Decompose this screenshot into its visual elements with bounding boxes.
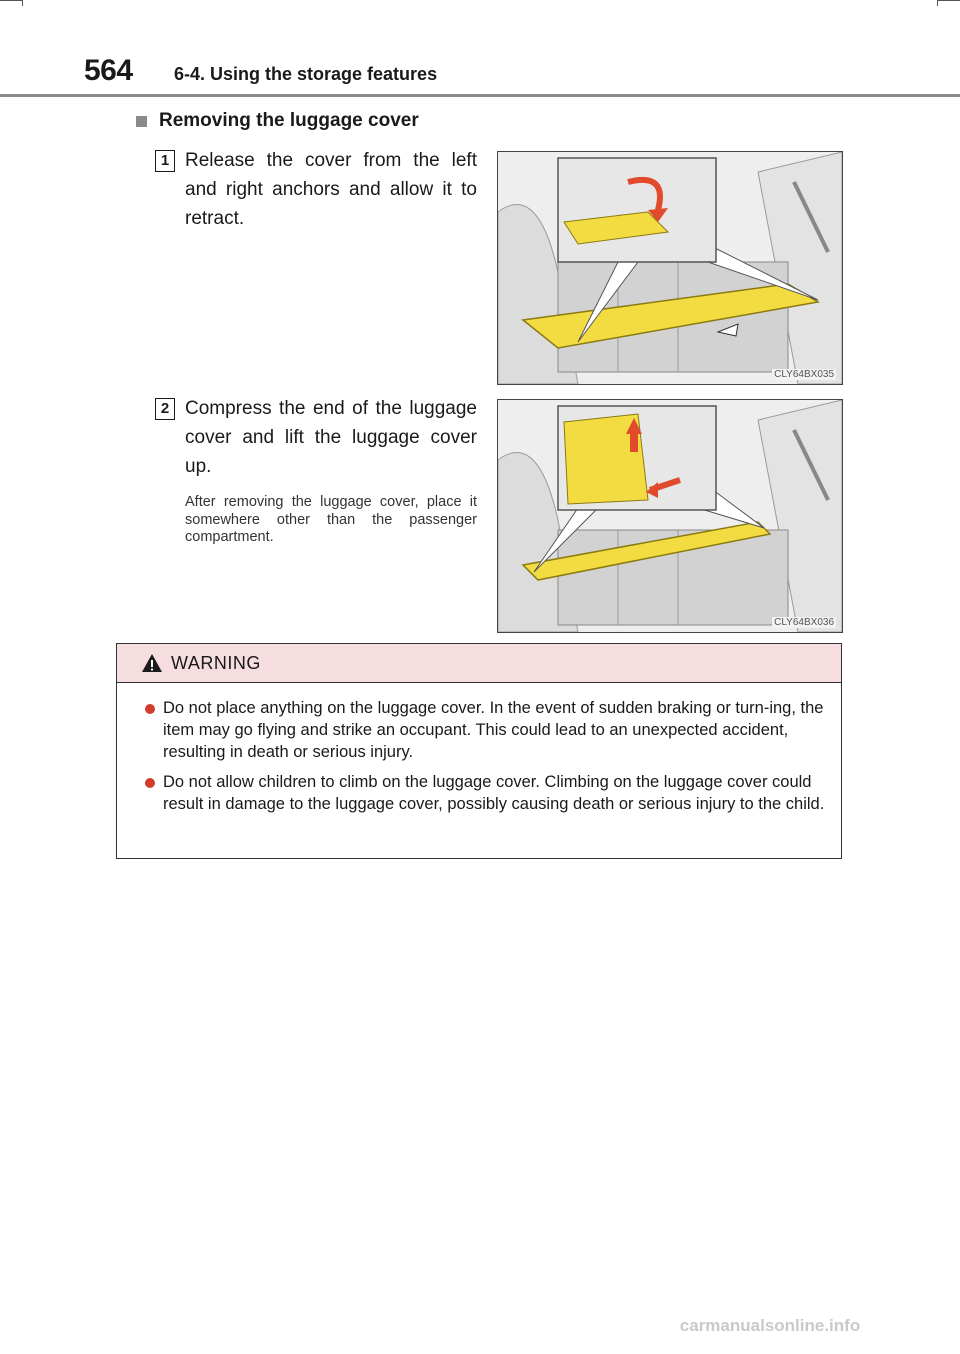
red-bullet-icon bbox=[145, 704, 155, 714]
warning-header bbox=[117, 644, 841, 683]
warning-triangle-icon bbox=[141, 653, 163, 673]
step-number-2: 2 bbox=[155, 398, 175, 420]
warning-item bbox=[117, 771, 841, 815]
figure-code-1: CLY64BX035 bbox=[774, 369, 834, 380]
warning-box bbox=[116, 643, 842, 859]
step-2-text: Compress the end of the luggage cover and lift the luggage cover up. bbox=[185, 398, 477, 477]
figure-code-2: CLY64BX036 bbox=[774, 617, 834, 628]
watermark: carmanualsonline.info bbox=[679, 1316, 861, 1335]
crop-mark bbox=[938, 0, 960, 1]
warning-item bbox=[117, 697, 841, 763]
red-bullet-icon bbox=[145, 778, 155, 788]
crop-mark bbox=[22, 0, 23, 6]
page-number: 564 bbox=[84, 54, 133, 87]
crop-mark bbox=[937, 0, 938, 6]
section-title: 6-4. Using the storage features bbox=[174, 64, 438, 84]
crop-mark bbox=[0, 0, 22, 1]
subheading bbox=[136, 110, 419, 132]
cargo-area-illustration bbox=[498, 152, 842, 384]
subheading-text: Removing the luggage cover bbox=[159, 110, 419, 131]
warning-item-text: Do not allow children to climb on the luggage cover. Climbing on the luggage cover could result in damage to the luggage cover, possibly causing death or serious injury to the child. bbox=[163, 773, 825, 813]
step-2-note: After removing the luggage cover, place it somewhere other than the passenger compartment. bbox=[185, 494, 477, 545]
warning-title: WARNING bbox=[171, 652, 261, 673]
step-number-1: 1 bbox=[155, 150, 175, 172]
step-1-text: Release the cover from the left and right anchors and allow it to retract. bbox=[185, 150, 477, 229]
square-bullet-icon bbox=[136, 116, 147, 127]
illustration-step-1 bbox=[497, 151, 843, 385]
header-rule bbox=[0, 94, 960, 97]
cargo-area-illustration bbox=[498, 400, 842, 632]
illustration-step-2 bbox=[497, 399, 843, 633]
warning-item-text: Do not place anything on the luggage cover. In the event of sudden braking or turn-ing, the item may go flying and strike an occupant. This could lead to an unexpected accident, resulting in death or serious injury. bbox=[163, 699, 824, 761]
